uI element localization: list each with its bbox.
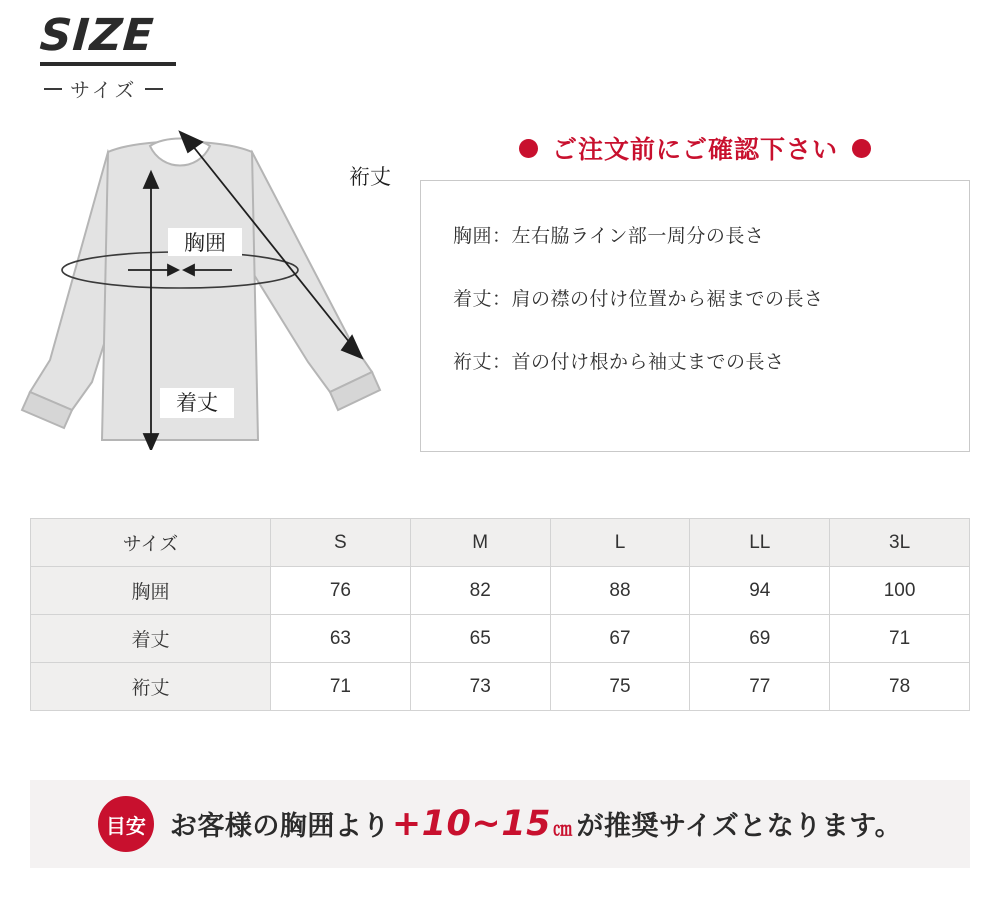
recommendation-text-before: お客様の胸囲より — [169, 811, 390, 841]
table-row — [31, 663, 970, 711]
cell-bust-l: 88 — [550, 567, 690, 615]
garment-svg — [20, 110, 450, 450]
circle-bullet-left-icon — [519, 139, 538, 158]
cell-bust-ll: 94 — [690, 567, 830, 615]
recommendation-text — [170, 804, 902, 844]
cell-sleeve-m: 73 — [410, 663, 550, 711]
notice-heading: ご注文前にご確認下さい — [551, 136, 838, 164]
cell-length-s: 63 — [271, 615, 411, 663]
circle-bullet-right-icon — [852, 139, 871, 158]
cell-sleeve-l: 75 — [550, 663, 690, 711]
notice-line-bust: 胸囲：左右脇ライン部一周分の長さ — [453, 226, 765, 247]
cell-sleeve-ll: 77 — [690, 663, 830, 711]
guideline-badge: 目安 — [98, 796, 154, 852]
cell-bust-s: 76 — [271, 567, 411, 615]
recommendation-inner — [98, 796, 902, 852]
table-header-cell-3: L — [550, 519, 690, 567]
cell-sleeve-3l: 78 — [830, 663, 970, 711]
row-label-length: 着丈 — [31, 615, 271, 663]
notice-panel — [420, 130, 970, 452]
table-header-cell-0: サイズ — [31, 519, 271, 567]
recommendation-banner — [30, 780, 970, 868]
page-subtitle: サイズ — [70, 80, 138, 102]
cell-bust-3l: 100 — [830, 567, 970, 615]
sleeve-label: 裄丈 — [349, 166, 391, 189]
recommendation-unit: ㎝ — [552, 819, 573, 840]
cell-sleeve-s: 71 — [271, 663, 411, 711]
cell-length-m: 65 — [410, 615, 550, 663]
dash-left-icon — [44, 88, 62, 90]
page-title: SIZE — [38, 10, 156, 61]
bust-label: 胸囲 — [184, 232, 226, 255]
table-header-row — [31, 519, 970, 567]
notice-line-length: 着丈：肩の襟の付け位置から裾までの長さ — [453, 289, 824, 310]
length-arrow-head-bottom — [144, 434, 158, 450]
table-row — [31, 615, 970, 663]
table-header-cell-1: S — [271, 519, 411, 567]
cell-length-ll: 69 — [690, 615, 830, 663]
table-row — [31, 567, 970, 615]
cell-length-3l: 71 — [830, 615, 970, 663]
notice-line-sleeve: 裄丈：首の付け根から袖丈までの長さ — [453, 352, 785, 373]
cell-bust-m: 82 — [410, 567, 550, 615]
table-header-cell-2: M — [410, 519, 550, 567]
notice-box — [420, 180, 970, 452]
header — [38, 10, 240, 103]
size-table — [30, 518, 970, 711]
cell-length-l: 67 — [550, 615, 690, 663]
table-header-cell-5: 3L — [830, 519, 970, 567]
row-label-sleeve: 裄丈 — [31, 663, 271, 711]
row-label-bust: 胸囲 — [31, 567, 271, 615]
title-underline — [40, 62, 176, 66]
garment-illustration — [20, 110, 450, 450]
header-subtitle-row — [40, 74, 240, 103]
size-table-wrap — [30, 518, 970, 711]
recommendation-text-after: が推奨サイズとなります。 — [576, 811, 903, 841]
notice-heading-row — [420, 130, 970, 166]
length-label: 着丈 — [176, 392, 218, 415]
dash-right-icon — [145, 88, 163, 90]
recommendation-highlight: +10~15 — [391, 804, 551, 844]
table-header-cell-4: LL — [690, 519, 830, 567]
